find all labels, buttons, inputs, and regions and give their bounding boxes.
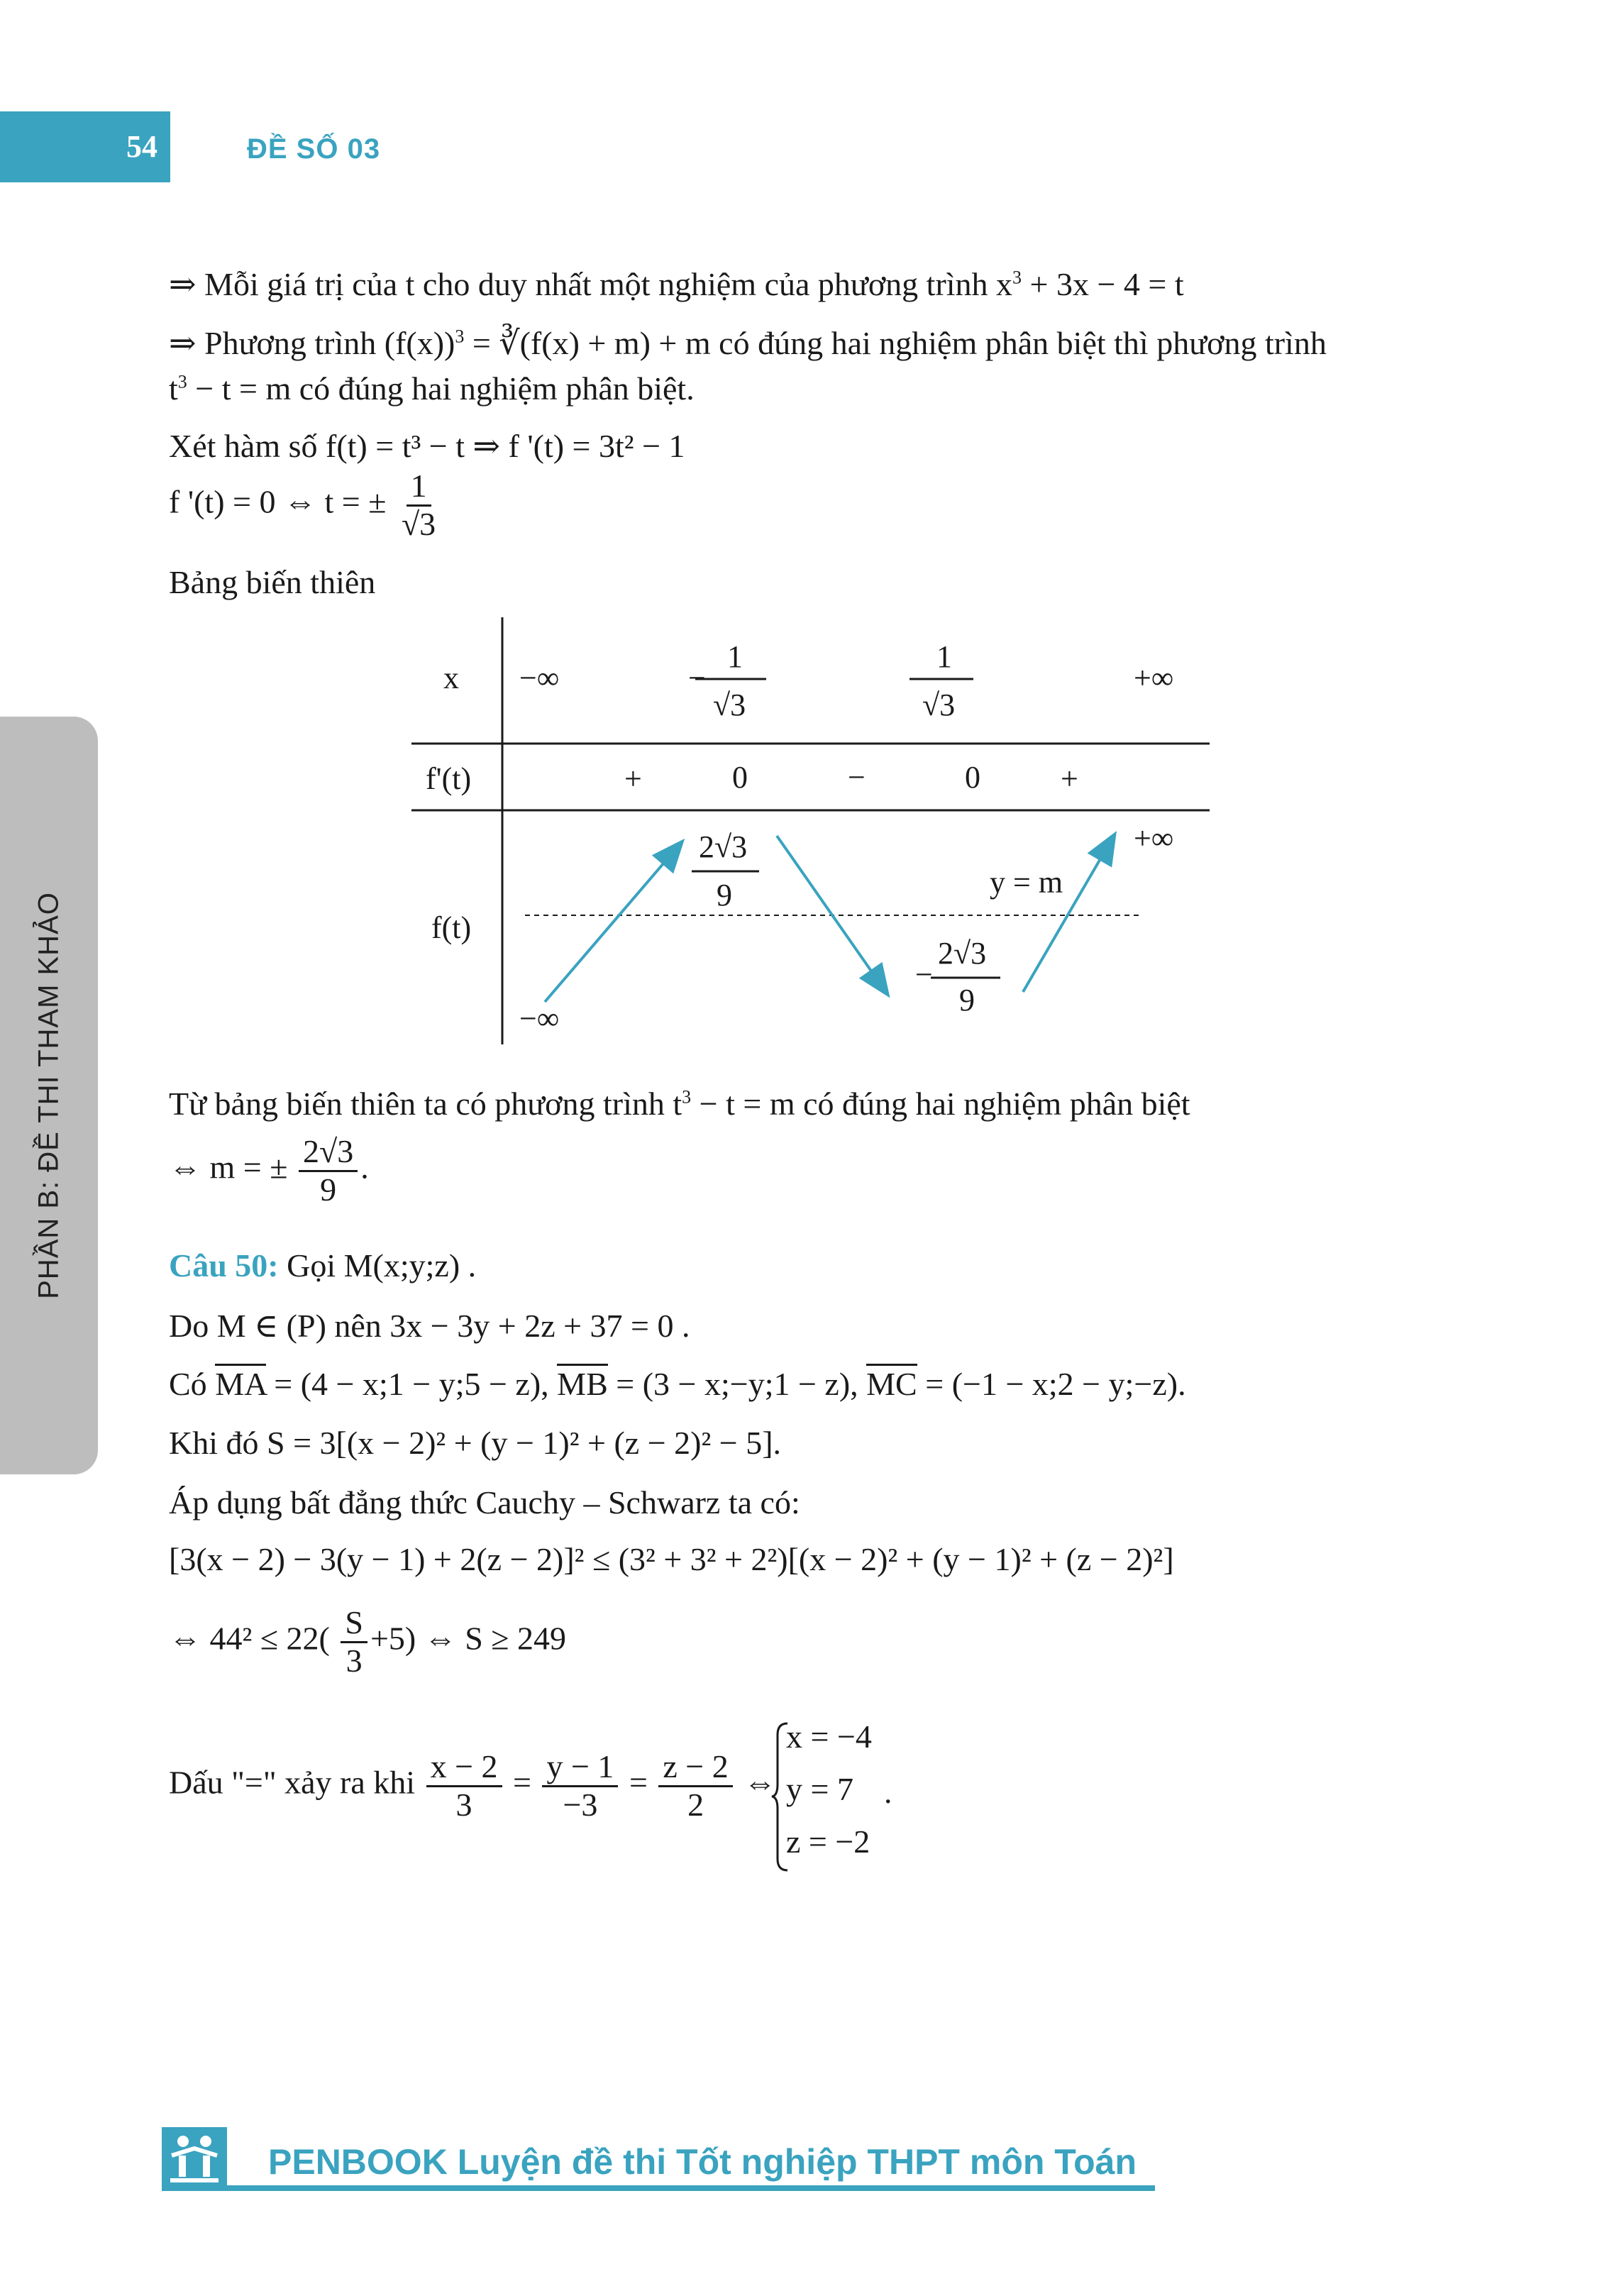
penbook-logo-icon — [162, 2127, 227, 2191]
line-1: ⇒ Mỗi giá trị của t cho duy nhất một nghiệm của phương trình $x^3 + 3x - 4 = t$ — [169, 266, 1184, 302]
page-number: 54 — [126, 129, 157, 164]
table-x1-num: 1 — [727, 639, 743, 674]
line-4: Xét hàm số f(t) = t³ − t ⇒ f '(t) = 3t² − 1 — [169, 428, 685, 464]
line-5: f '(t) = 0 ⇔ t = ± $\frac{1}{√3}$ — [169, 468, 443, 542]
system-eq-3: z = −2 — [786, 1823, 870, 1860]
table-f-max-den: 9 — [717, 878, 732, 912]
table-row-x-label: x — [443, 661, 459, 695]
line-6: Bảng biến thiên — [169, 564, 376, 600]
line-11: Có MA = (4 − x;1 − y;5 − z), MB = (3 − x;−y;1 − z), MC = (−1 − x;2 − y;−z). — [169, 1366, 1186, 1403]
vector-mc: MC — [866, 1364, 917, 1402]
table-fp-zero-1: 0 — [732, 760, 748, 795]
system-dot: . — [884, 1774, 892, 1810]
table-f-neg-inf: −∞ — [519, 1001, 560, 1036]
line-2: ⇒ Phương trình $(f(x))^3$ = ∛(f(x) + m) + m có đúng hai nghiệm phân biệt thì phương trình — [169, 325, 1327, 361]
line-8: ⇔ m = ± $\frac{2√3}{9}$ . — [169, 1133, 369, 1208]
footer-title: PENBOOK Luyện đề thi Tốt nghiệp THPT môn Toán — [268, 2142, 1137, 2182]
table-x2-num: 1 — [936, 639, 952, 674]
table-fp-plus-1: + — [624, 761, 642, 796]
arrow-up-1 — [545, 843, 681, 1002]
line-3: $t^3 - t = m$ có đúng hai nghiệm phân biệt. — [169, 370, 695, 407]
table-fp-zero-2: 0 — [965, 760, 980, 795]
vector-ma: MA — [215, 1364, 266, 1402]
system-eq-1: x = −4 — [786, 1718, 872, 1755]
table-row-f-label: f(t) — [431, 910, 472, 945]
line-13: Áp dụng bất đẳng thức Cauchy – Schwarz ta có: — [169, 1484, 800, 1520]
question-label: Câu 50: — [169, 1247, 279, 1284]
arrow-up-2 — [1023, 836, 1114, 992]
line-10: Do M ∈ (P) nên 3x − 3y + 2z + 37 = 0 . — [169, 1308, 690, 1344]
fraction: $\frac{1}{√3}$ — [401, 468, 436, 542]
chapter-title: ĐỀ SỐ 03 — [247, 133, 381, 165]
table-x-pos-inf: +∞ — [1134, 661, 1174, 695]
line-12: Khi đó S = 3[(x − 2)² + (y − 1)² + (z − 2)² − 5]. — [169, 1425, 782, 1461]
table-f-pos-inf: +∞ — [1134, 821, 1174, 856]
table-x2-den: √3 — [922, 688, 956, 722]
table-x1-sign: − — [688, 661, 706, 695]
fraction: $\frac{z - 2}{2}$ — [658, 1749, 732, 1823]
table-f-min-num: 2√3 — [938, 936, 987, 971]
vector-mb: MB — [557, 1364, 608, 1402]
side-tab-label: PHẦN B: ĐỀ THI THAM KHẢO — [33, 892, 65, 1299]
table-fp-minus: − — [848, 760, 866, 795]
fraction: $\frac{2√3}{9}$ — [299, 1134, 358, 1208]
system-eq-2: y = 7 — [786, 1771, 853, 1807]
table-f-min-sign: − — [915, 957, 933, 992]
line-16: Dấu "=" xảy ra khi $\frac{x - 2}{3}$ = $\frac{y - 1}{-3}$ = $\frac{z - 2}{2}$ ⇔ — [169, 1748, 777, 1823]
line-14: [3(x − 2) − 3(y − 1) + 2(z − 2)]² ≤ (3² + 3² + 2²)[(x − 2)² + (y − 1)² + (z − 2)²] — [169, 1541, 1174, 1577]
line-7: Từ bảng biến thiên ta có phương trình $t^3 - t = m$ có đúng hai nghiệm phân biệt — [169, 1086, 1190, 1122]
table-ym: y = m — [990, 865, 1063, 900]
table-x1-den: √3 — [713, 688, 746, 722]
table-fp-plus-2: + — [1061, 761, 1078, 796]
fraction: $\frac{y - 1}{-3}$ — [542, 1749, 618, 1823]
table-x-neg-inf: −∞ — [519, 661, 560, 695]
fraction: $\frac{x - 2}{3}$ — [426, 1749, 502, 1823]
table-f-max-num: 2√3 — [699, 829, 748, 864]
line-9: Câu 50: Gọi M(x;y;z) . — [169, 1247, 477, 1284]
fraction: $\frac{S}{3}$ — [341, 1605, 367, 1679]
table-row-fp-label: f'(t) — [426, 761, 472, 796]
footer-rule — [162, 2185, 1155, 2191]
line-15: ⇔ 44² ≤ 22( $\frac{S}{3}$ +5) ⇔ S ≥ 249 — [169, 1604, 567, 1679]
table-f-min-den: 9 — [959, 983, 975, 1017]
